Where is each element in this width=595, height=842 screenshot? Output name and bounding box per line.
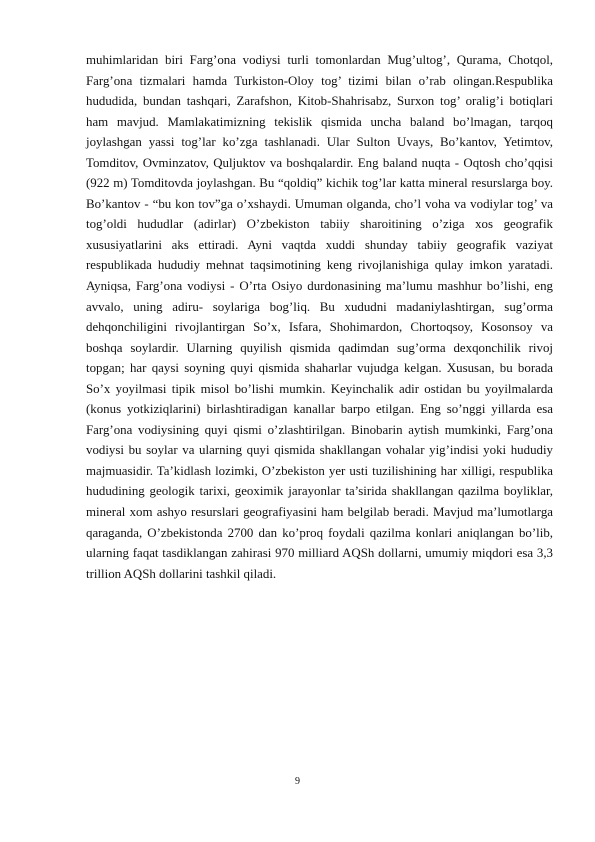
paragraph: muhimlaridan biri Farg’ona vodiysi turli tomonlardan Mug’ultog’, Qurama, Chotqol, Farg’ona tizmalari hamda Turkiston-Oloy tog’ tizimi bilan o’rab olingan.Respublika hududida, bundan tashqari, Zarafshon, Kitob-Shahrisabz, Surxon tog’ oralig’i botiqlari ham mavjud. Mamlakatimizning tekislik qismida uncha baland bo’lmagan, tarqoq joylashgan yassi tog’lar ko’zga tashlanadi. Ular Sulton Uvays, Bo’kantov, Yetimtov, Tomditov, Ovminzatov, Quljuktov va boshqalardir. Eng baland nuqta - Oqtosh cho’qqisi (922 m) Tomditovda joylashgan. Bu “qoldiq” kichik tog’lar katta mineral resurslarga boy. Bo’kantov - “bu kon tov”ga o’xshaydi. Umuman olganda, cho’l voha va vodiylar tog’ va tog’oldi hududlar (adirlar) O’zbekiston tabiiy sharoitining o’ziga xos geografik xususiyatlarini aks ettiradi. Ayni vaqtda xuddi shunday tabiiy geografik vaziyat respublikada hududiy mehnat taqsimotining keng rivojlanishiga qulay imkon yaratadi. Ayniqsa, Farg’ona vodiysi - O’rta Osiyo durdonasining ma’lumu mashhur bo’lishi, eng avvalo, uning adiru- soylariga bog’liq. Bu xududni madaniylashtirgan, sug’orma dehqonchiligini rivojlantirgan So’x, Isfara, Shohimardon, Chortoqsoy, Kosonsoy va boshqa soylardir. Ularning quyilish qismida qadimdan sug’orma dexqonchilik rivoj topgan; har qaysi soyning quyi qismida shaharlar vujudga kelgan. Xususan, bu borada So’x yoyilmasi tipik misol bo’lishi mumkin. Keyinchalik adir ostidan bu yoyilmalarda (konus yotkiziqlarini) birlashtiradigan kanallar barpo etilgan. Eng so’nggi yillarda esa Farg’ona vodiysining quyi qismi o’zlashtirilgan. Binobarin aytish mumkinki, Farg’ona vodiysi bu soylar va ularning quyi qismida shakllangan vohalar yig’indisi yoki hududiy majmuasidir. Ta’kidlash lozimki, O’zbekiston yer usti tuzilishining har xilligi, respublika hududining geologik tarixi, geoximik jarayonlar ta’sirida shakllangan qazilma boyliklar, mineral xom ashyo resurslari geografiyasini ham belgilab beradi. Mavjud ma’lumotlarga qaraganda, O’zbekistonda 2700 dan ko’proq foydali qazilma konlari aniqlangan bo’lib, ularning faqat tasdiklangan zahirasi 970 milliard AQSh dollarni, umumiy miqdori esa 3,3 trillion AQSh dollarini tashkil qiladi.: [86, 53, 553, 581]
page-number: 9: [295, 776, 300, 787]
body-text: [86, 50, 553, 584]
